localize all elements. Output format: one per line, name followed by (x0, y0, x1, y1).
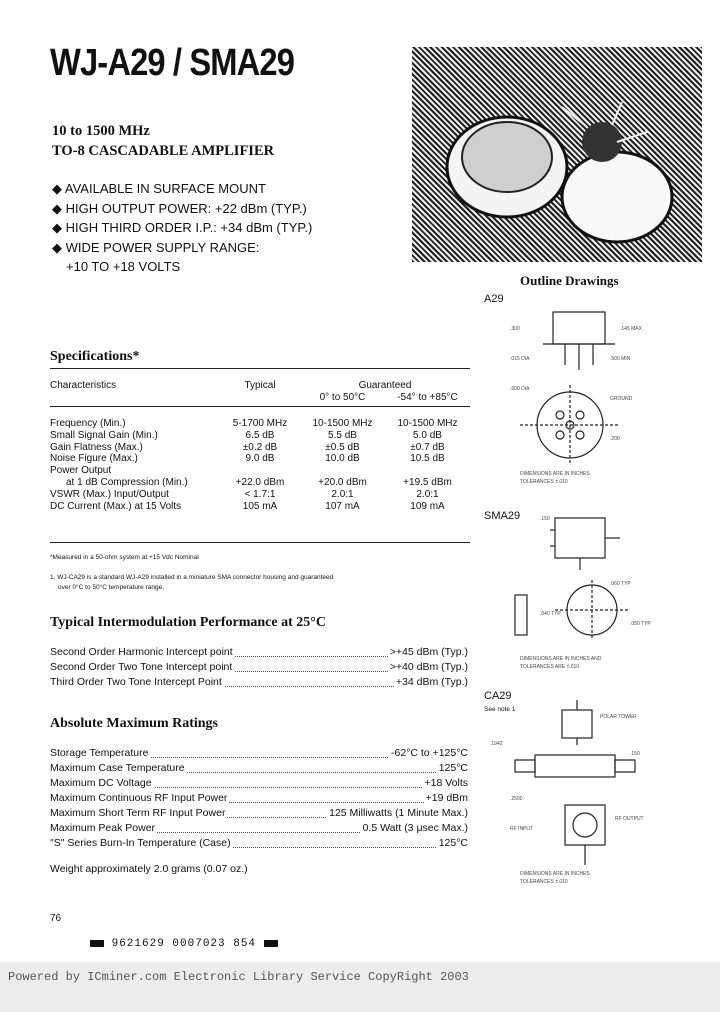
typical-value: 5-1700 MHz (232, 417, 288, 429)
barcode-stamp (90, 938, 278, 950)
svg-text:.300: .300 (510, 326, 520, 332)
page-number: 76 (50, 913, 62, 924)
svg-text:.500 MIN: .500 MIN (610, 356, 631, 362)
guaranteed-value: ±0.7 dB (410, 441, 445, 453)
list-item: Storage Temperature -62°C to +125°C (50, 747, 468, 759)
svg-text:DIMENSIONS ARE IN INCHES: DIMENSIONS ARE IN INCHES (520, 871, 590, 877)
typical-value: ±0.2 dB (242, 441, 278, 453)
svg-text:RF INPUT: RF INPUT (510, 826, 534, 832)
table-header-row (50, 380, 470, 392)
table-row (50, 453, 470, 465)
guaranteed-value: +20.0 dBm (318, 476, 367, 488)
table-row (50, 418, 470, 430)
guaranteed-value: 107 mA (325, 500, 360, 512)
list-item: "S" Series Burn-In Temperature (Case) 125°C (50, 837, 468, 849)
footnote: 1. WJ-CA29 is a standard WJ-A29 installed in a miniature SMA connector housing and guaranteed (50, 574, 334, 581)
page-title: WJ-A29 / SMA29 (50, 42, 295, 84)
typical-value: 9.0 dB (245, 453, 275, 465)
list-item: Maximum Peak Power 0.5 Watt (3 μsec Max.) (50, 822, 468, 834)
svg-text:TOLERANCES ±.010: TOLERANCES ±.010 (520, 479, 568, 485)
list-item: Maximum DC Voltage +18 Volts (50, 777, 468, 789)
row-label: Gain Flatness (Max.) (50, 441, 143, 453)
svg-text:RF OUTPUT: RF OUTPUT (615, 816, 644, 822)
a29-label: A29 (484, 293, 504, 305)
svg-text:TOLERANCES ±.010: TOLERANCES ±.010 (520, 879, 568, 885)
row-label: Frequency (Min.) (50, 417, 126, 429)
feature-item: ◆ AVAILABLE IN SURFACE MOUNT (52, 181, 266, 196)
list-item: Maximum Continuous RF Input Power +19 dBm (50, 792, 468, 804)
weight-note: Weight approximately 2.0 grams (0.07 oz.) (50, 863, 248, 875)
svg-text:TOLERANCES ARE ±.010: TOLERANCES ARE ±.010 (520, 664, 580, 670)
sma29-outline-drawing (480, 500, 710, 680)
divider (50, 542, 470, 543)
footnote: over 0°C to 50°C temperature range. (58, 584, 165, 591)
intermod-heading: Typical Intermodulation Performance at 25°C (50, 615, 326, 630)
feature-item: ◆ HIGH OUTPUT POWER: +22 dBm (TYP.) (52, 200, 307, 216)
row-label: Power Output (50, 465, 112, 477)
typical-value: 6.5 dB (245, 429, 275, 441)
ca29-note: See note 1 (484, 706, 516, 713)
table-header-row (50, 392, 470, 404)
guaranteed-value: 2.0:1 (331, 488, 354, 500)
guaranteed-value: 5.5 dB (328, 429, 357, 441)
typical-value: +22.0 dBm (235, 476, 285, 488)
column-header: -54° to +85°C (397, 392, 458, 404)
list-item: Maximum Short Term RF Input Power 125 Milliwatts (1 Minute Max.) (50, 807, 468, 819)
product-photo (412, 47, 702, 262)
typical-value (220, 465, 300, 477)
column-header: Typical (244, 380, 276, 392)
svg-text:DIMENSIONS ARE IN INCHES AND: DIMENSIONS ARE IN INCHES AND (520, 656, 602, 662)
intermod-list (50, 646, 468, 691)
specifications-table (50, 380, 470, 512)
abs-max-list (50, 747, 468, 852)
amplifier-photo-illustration (412, 47, 702, 262)
sma29-label: SMA29 (484, 510, 521, 522)
svg-text:.150: .150 (630, 751, 640, 757)
svg-text:DIMENSIONS ARE IN INCHES: DIMENSIONS ARE IN INCHES (520, 471, 590, 477)
row-label: VSWR (Max.) Input/Output (50, 488, 169, 500)
guaranteed-value: 2.0:1 (416, 488, 439, 500)
typical-value: < 1.7:1 (244, 488, 276, 500)
typical-value: 105 mA (242, 500, 278, 512)
guaranteed-value (385, 465, 470, 477)
barcode-text: 9621629 0007023 854 (111, 938, 257, 950)
footer-copyright: Powered by ICminer.com Electronic Library Service CopyRight 2003 (8, 970, 469, 984)
svg-text:.600 DIA: .600 DIA (510, 386, 530, 392)
footnote: *Measured in a 50-ohm system at +15 Vdc Nominal (50, 554, 199, 561)
feature-list (52, 179, 312, 277)
svg-text:.060 TYP: .060 TYP (610, 581, 631, 587)
row-label: Noise Figure (Max.) (50, 453, 138, 465)
guaranteed-value: 10-1500 MHz (312, 417, 373, 429)
row-label: DC Current (Max.) at 15 Volts (50, 500, 182, 512)
list-item: Maximum Case Temperature 125°C (50, 762, 468, 774)
svg-text:.2500: .2500 (510, 796, 523, 802)
table-row (50, 465, 470, 477)
svg-text:.150: .150 (540, 516, 550, 522)
table-row (50, 477, 470, 489)
divider (50, 368, 470, 369)
guaranteed-value: 5.0 dB (413, 429, 442, 441)
feature-item: ◆ HIGH THIRD ORDER I.P.: +34 dBm (TYP.) (52, 220, 313, 235)
guaranteed-value: 10.0 dB (325, 453, 360, 465)
svg-text:POLAR TOWER: POLAR TOWER (600, 714, 637, 720)
abs-max-heading: Absolute Maximum Ratings (50, 716, 219, 731)
guaranteed-value: +19.5 dBm (403, 476, 452, 488)
list-item: Second Order Two Tone Intercept point >+40 dBm (Typ.) (50, 661, 468, 673)
svg-text:.015 DIA: .015 DIA (510, 356, 530, 362)
stamp-block-icon (90, 940, 104, 947)
table-row (50, 441, 470, 453)
table-row (50, 488, 470, 500)
guaranteed-value: ±0.5 dB (325, 441, 360, 453)
guaranteed-value: 109 mA (410, 500, 445, 512)
product-subtitle: TO-8 CASCADABLE AMPLIFIER (52, 143, 275, 159)
row-label: at 1 dB Compression (Min.) (66, 476, 188, 488)
column-header: Guaranteed (358, 380, 412, 392)
specifications-heading: Specifications* (50, 349, 140, 364)
svg-text:.1942: .1942 (490, 741, 503, 747)
row-label: Small Signal Gain (Min.) (50, 429, 158, 441)
list-item: Third Order Two Tone Intercept Point +34 dBm (Typ.) (50, 676, 468, 688)
ca29-label: CA29 (484, 690, 512, 702)
feature-item: ◆ WIDE POWER SUPPLY RANGE: (52, 239, 260, 255)
svg-text:.200: .200 (610, 436, 620, 442)
stamp-block-icon (264, 940, 278, 947)
frequency-range: 10 to 1500 MHz (52, 123, 150, 139)
a29-outline-drawing (480, 290, 710, 500)
table-row (50, 429, 470, 441)
svg-text:GROUND: GROUND (610, 396, 633, 402)
guaranteed-value: 10.5 dB (410, 453, 445, 465)
table-row (50, 500, 470, 512)
feature-item: +10 TO +18 VOLTS (66, 259, 181, 274)
column-header: 0° to 50°C (319, 392, 366, 404)
ca29-outline-drawing (480, 700, 710, 900)
list-item: Second Order Harmonic Intercept point >+45 dBm (Typ.) (50, 646, 468, 658)
guaranteed-value: 10-1500 MHz (397, 417, 458, 429)
column-header: Characteristics (50, 380, 117, 392)
svg-text:.040 TYP: .040 TYP (540, 611, 561, 617)
outline-heading: Outline Drawings (520, 273, 619, 288)
svg-text:.145 MAX: .145 MAX (620, 326, 642, 332)
guaranteed-value (300, 465, 385, 477)
divider (50, 406, 470, 407)
svg-text:.050 TYP: .050 TYP (630, 621, 651, 627)
